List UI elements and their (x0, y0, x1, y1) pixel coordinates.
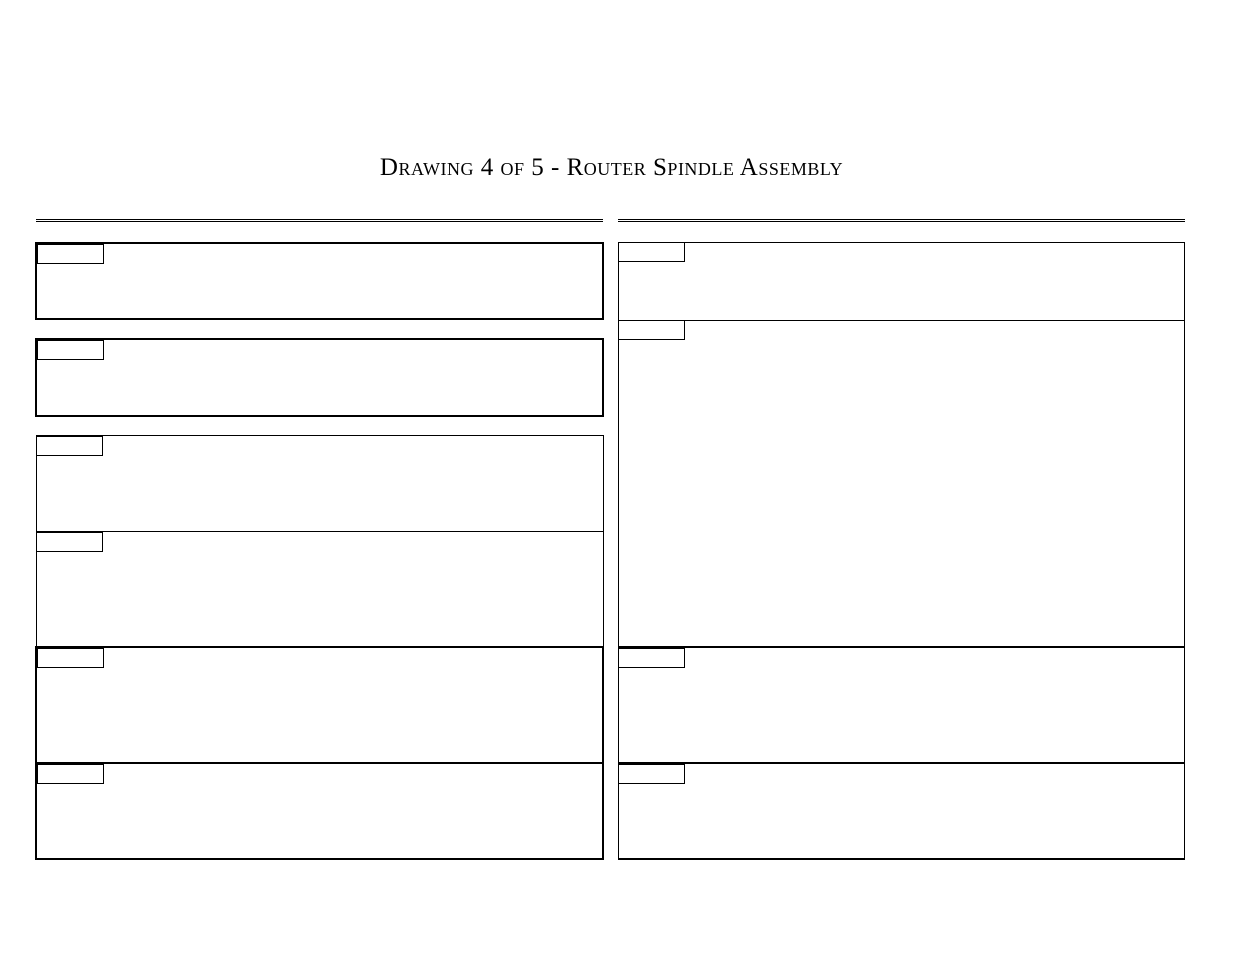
left-panel-1-label (37, 244, 104, 264)
right-panel-1-label (618, 242, 685, 262)
page-title: Drawing 4 of 5 - Router Spindle Assembly (379, 154, 844, 181)
right-panel-2 (618, 320, 1185, 648)
left-panel-6-label (37, 764, 104, 784)
right-panel-2-label (618, 320, 685, 340)
left-panel-5-label (37, 648, 104, 668)
left-panel-4-label (36, 532, 103, 552)
right-panel-4 (618, 762, 1185, 860)
right-panel-4-label (618, 764, 685, 784)
left-panel-4 (36, 531, 604, 648)
right-panel-3-label (618, 648, 685, 668)
left-panel-3 (36, 435, 604, 532)
right-header-rule (618, 219, 1185, 222)
left-panel-3-label (36, 436, 103, 456)
left-panel-6 (35, 762, 604, 860)
right-panel-3 (618, 646, 1185, 764)
left-panel-5 (35, 646, 604, 764)
right-panel-1 (618, 242, 1185, 321)
left-panel-2-label (37, 340, 104, 360)
left-header-rule (36, 219, 603, 222)
left-panel-1 (35, 242, 604, 320)
left-panel-2 (35, 338, 604, 417)
